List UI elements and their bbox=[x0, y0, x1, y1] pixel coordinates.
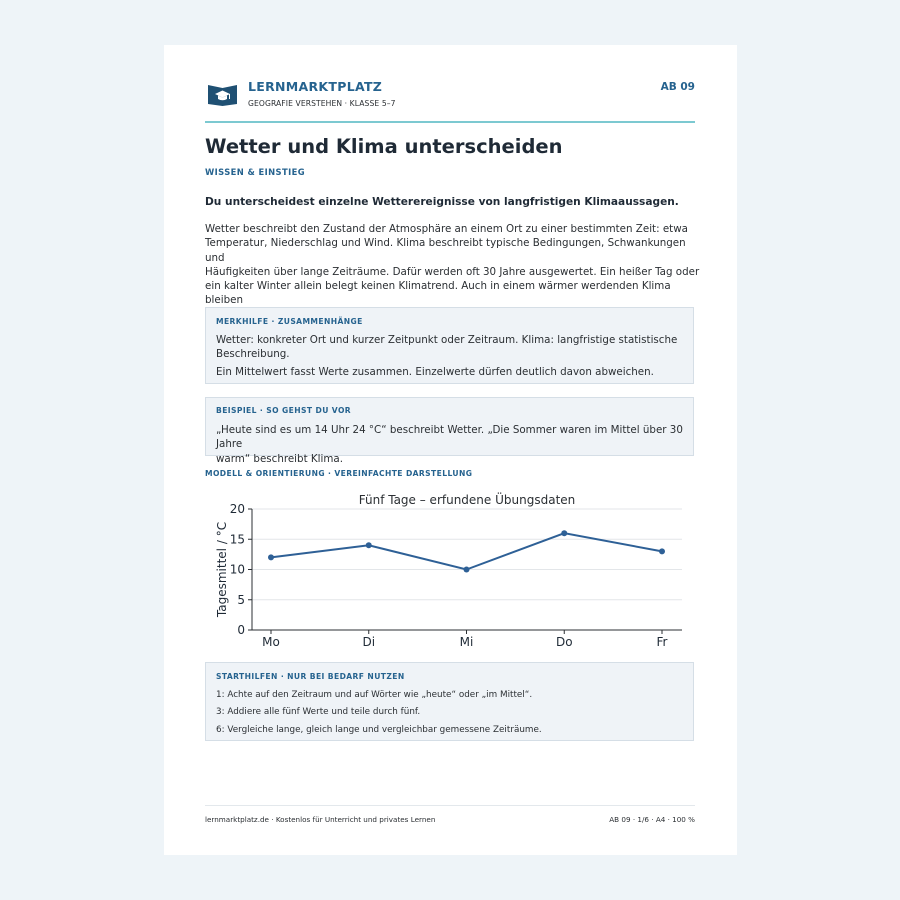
y-axis-label: Tagesmittel / °C bbox=[215, 521, 229, 618]
data-point bbox=[464, 567, 470, 573]
section-kicker: WISSEN & EINSTIEG bbox=[205, 167, 306, 177]
merkhilfe-box bbox=[205, 307, 694, 384]
x-tick-label: Do bbox=[555, 635, 573, 649]
y-tick-label: 0 bbox=[237, 623, 245, 637]
footer-divider bbox=[205, 805, 695, 806]
x-tick-label: Fr bbox=[656, 635, 668, 649]
merkhilfe-line: Beschreibung. bbox=[216, 348, 290, 361]
hint-item: 6: Vergleiche lange, gleich lange und vergleichbar gemessene Zeiträume. bbox=[216, 725, 542, 735]
data-point bbox=[561, 530, 567, 536]
starthilfen-box bbox=[205, 662, 694, 741]
lead-sentence: Du unterscheidest einzelne Wetterereignisse von langfristigen Klimaaussagen. bbox=[205, 196, 679, 208]
y-tick-label: 10 bbox=[229, 562, 245, 577]
temperature-line-chart bbox=[164, 482, 737, 657]
footer-site: lernmarktplatz.de · Kostenlos für Unterricht und privates Lernen bbox=[205, 815, 436, 824]
x-tick-label: Mi bbox=[459, 635, 474, 649]
hint-item: 1: Achte auf den Zeitraum und auf Wörter wie „heute“ oder „im Mittel“. bbox=[216, 690, 533, 700]
x-tick-label: Mo bbox=[262, 635, 280, 649]
y-tick-label: 15 bbox=[229, 532, 245, 547]
data-point bbox=[366, 542, 372, 548]
footer-page-info: AB 09 · 1/6 · A4 · 100 % bbox=[609, 815, 695, 824]
book-graduation-cap-icon bbox=[207, 82, 238, 106]
worksheet-page bbox=[164, 45, 737, 855]
body-line: Temperatur, Niederschlag und Wind. Klima beschreibt typische Bedingungen, Schwankungen und bbox=[205, 237, 686, 264]
beispiel-box bbox=[205, 397, 694, 465]
sheet-id: AB 09 bbox=[660, 81, 695, 93]
body-line: Häufigkeiten über lange Zeiträume. Dafür werden oft 30 Jahre ausgewertet. Ein heißer Tag oder bbox=[205, 265, 700, 278]
y-tick-label: 5 bbox=[237, 592, 245, 607]
y-tick-label: 20 bbox=[229, 502, 245, 516]
merkhilfe-text-2: Ein Mittelwert fasst Werte zusammen. Einzelwerte dürfen deutlich davon abweichen. bbox=[216, 366, 654, 378]
hint-item: 3: Addiere alle fünf Werte und teile durch fünf. bbox=[216, 707, 421, 717]
merkhilfe-label: MERKHILFE · ZUSAMMENHÄNGE bbox=[216, 317, 363, 326]
brand-name: LERNMARKTPLATZ bbox=[248, 79, 383, 94]
body-line: Wetter beschreibt den Zustand der Atmosphäre an einem Ort zu einer bestimmten Zeit: etwa bbox=[205, 223, 688, 235]
merkhilfe-line: Wetter: konkreter Ort und kurzer Zeitpunkt oder Zeitraum. Klima: langfristige statistische bbox=[216, 334, 678, 346]
data-point bbox=[268, 554, 274, 560]
page-title: Wetter und Klima unterscheiden bbox=[205, 135, 563, 158]
beispiel-label: BEISPIEL · SO GEHST DU VOR bbox=[216, 406, 352, 415]
brand-subtitle: GEOGRAFIE VERSTEHEN · KLASSE 5–7 bbox=[248, 99, 396, 108]
x-tick-label: Di bbox=[362, 635, 376, 649]
starthilfen-label: STARTHILFEN · NUR BEI BEDARF NUTZEN bbox=[216, 672, 405, 681]
beispiel-line: warm“ beschreibt Klima. bbox=[216, 452, 343, 465]
model-section-label: MODELL & ORIENTIERUNG · VEREINFACHTE DARSTELLUNG bbox=[205, 469, 473, 478]
chart-title: Fünf Tage – erfundene Übungsdaten bbox=[358, 493, 576, 507]
beispiel-text bbox=[216, 423, 685, 466]
header-divider bbox=[205, 121, 695, 123]
merkhilfe-text bbox=[216, 333, 685, 362]
series-line bbox=[271, 533, 662, 569]
data-point bbox=[659, 548, 665, 554]
beispiel-line: „Heute sind es um 14 Uhr 24 °C“ beschreibt Wetter. „Die Sommer waren im Mittel über 30 Jahre bbox=[216, 424, 683, 451]
body-line: ein kalter Winter allein belegt keinen Klimatrend. Auch in einem wärmer werdenden Klima bleiben bbox=[205, 280, 671, 307]
